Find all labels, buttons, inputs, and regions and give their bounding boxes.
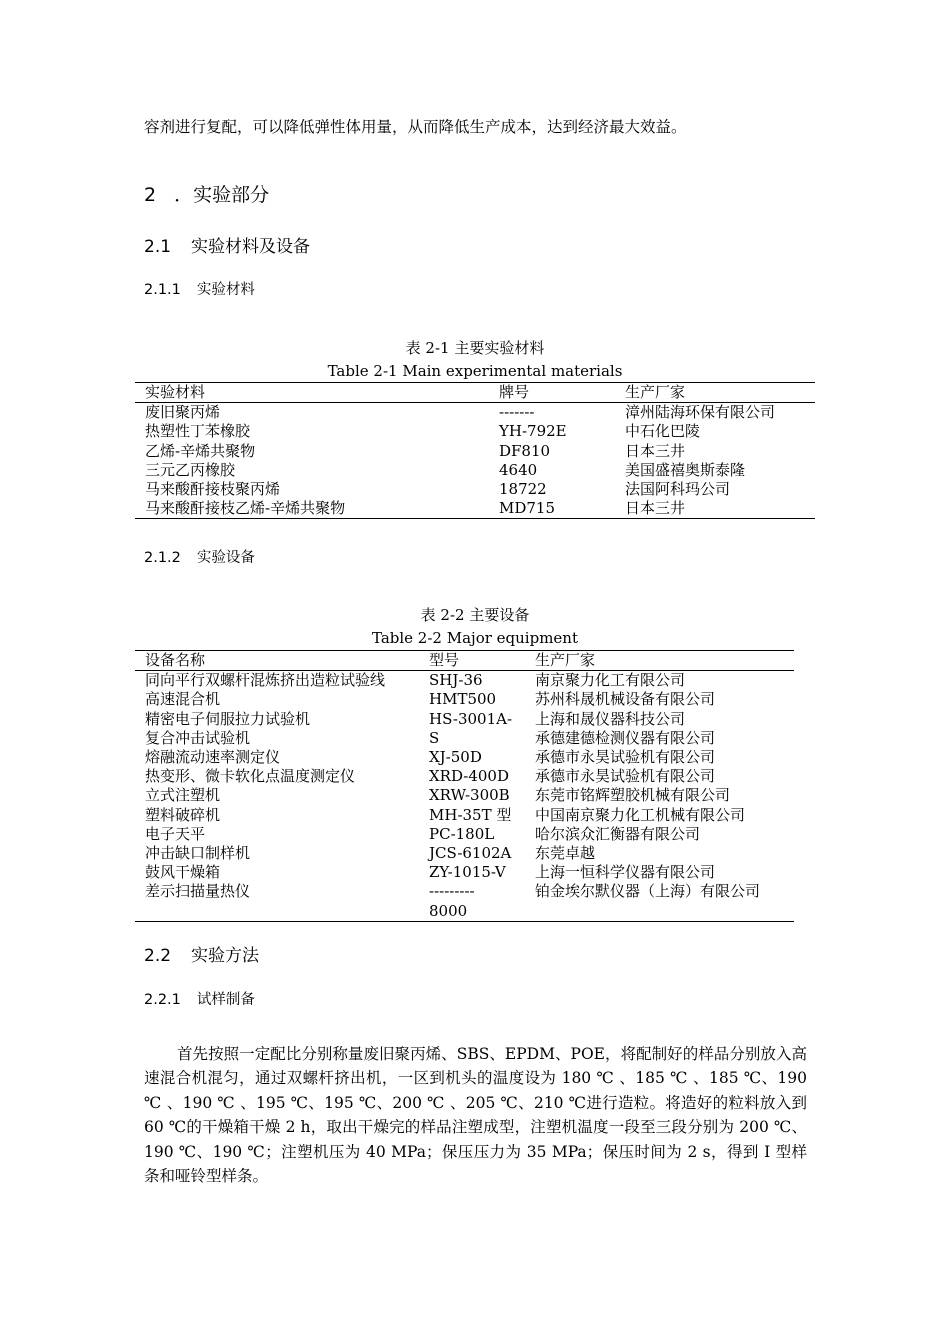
material-cell: 乙烯-辛烯共聚物 [145,441,256,460]
model-cell: XRW-300B [429,786,510,805]
section-2-1-2-heading [144,546,255,567]
model-cell: XJ-50D [429,748,482,767]
header-cell: 实验材料 [135,383,489,403]
table-row [135,825,794,844]
manufacturer-cell: 东莞市铭辉塑胶机械有限公司 [535,786,731,805]
equipment-cell: 高速混合机 [145,690,221,709]
manufacturer-cell: 上海一恒科学仪器有限公司 [535,863,716,882]
model-cell: HMT500 [429,690,497,709]
manufacturer-cell: 中国南京聚力化工机械有限公司 [535,805,746,824]
header-cell: 牌号 [489,383,615,403]
manufacturer-cell: 日本三井 [615,499,815,519]
model-cell: 8000 [419,902,525,922]
manufacturer-cell: 承德市永昊试验机有限公司 [535,767,716,786]
equipment-cell [135,902,419,922]
table-row [135,882,794,901]
section-title: 实验材料 [196,282,255,298]
model-cell: PC-180L [429,824,495,843]
section-number: 2.1.1 [144,282,181,298]
table-row [135,806,794,825]
equipment-cell: 熔融流动速率测定仪 [145,748,281,767]
manufacturer-cell: 法国阿科玛公司 [625,480,731,499]
section-2-heading [144,180,269,207]
grade-cell: 4640 [499,460,538,479]
model-cell: XRD-400D [429,767,510,786]
table-2-caption-cn: 表 2-2 主要设备 [420,606,530,624]
table-header-row [135,651,794,671]
material-cell: 马来酸酐接枝聚丙烯 [145,480,281,499]
equipment-cell: 鼓风干燥箱 [145,863,221,882]
material-cell: 三元乙丙橡胶 [145,460,236,479]
intro-paragraph-line: 容剂进行复配，可以降低弹性体用量，从而降低生产成本，达到经济最大效益。 [144,118,687,136]
manufacturer-cell: 哈尔滨众汇衡器有限公司 [535,824,701,843]
model-cell: S [429,728,440,747]
table-row [135,403,815,423]
grade-cell: DF810 [499,441,551,460]
table-row [135,863,794,882]
table-row [135,767,794,786]
table-row [135,461,815,480]
equipment-cell: 塑料破碎机 [145,805,221,824]
section-number: 2.2.1 [144,992,181,1008]
section-title: 实验方法 [191,946,260,966]
section-2-1-1-heading [144,278,255,299]
equipment-cell: 热变形、微卡软化点温度测定仪 [145,767,356,786]
equipment-cell: 冲击缺口制样机 [145,844,251,863]
manufacturer-cell: 中石化巴陵 [625,422,701,441]
model-cell: --------- [429,882,475,901]
material-cell: 马来酸酐接枝乙烯-辛烯共聚物 [135,499,489,519]
manufacturer-cell: 上海和晟仪器科技公司 [535,709,686,728]
manufacturer-cell: 承德市永昊试验机有限公司 [535,748,716,767]
table-row [135,671,794,691]
equipment-cell: 复合冲击试验机 [145,728,251,747]
equipment-cell: 同向平行双螺杆混炼挤出造粒试验线 [145,671,386,690]
equipment-cell: 电子天平 [145,824,206,843]
section-2-2-1-heading [144,988,255,1009]
section-number: 2.2 [144,946,172,966]
manufacturer-cell: 日本三井 [625,441,686,460]
materials-table [135,382,815,519]
manufacturer-cell: 承德建德检测仪器有限公司 [535,728,716,747]
table-header-row [135,383,815,403]
table-row [135,902,794,922]
table-row [135,710,794,729]
material-cell: 热塑性丁苯橡胶 [145,422,251,441]
table-row [135,729,794,748]
header-cell: 生产厂家 [615,383,815,403]
table-row [135,480,815,499]
section-title: ．实验部分 [174,184,270,206]
grade-cell: MD715 [489,499,615,519]
grade-cell: YH-792E [499,422,567,441]
model-cell: HS-3001A- [429,709,513,728]
section-2-2-heading [144,941,259,966]
manufacturer-cell: 南京聚力化工有限公司 [535,671,686,690]
grade-cell: ------- [499,403,535,422]
section-number: 2.1 [144,237,172,257]
model-cell: MH-35T 型 [429,805,512,824]
section-2-1-heading [144,232,310,257]
header-cell: 设备名称 [135,651,419,671]
model-cell: ZY-1015-V [429,863,506,882]
table-1-caption-cn: 表 2-1 主要实验材料 [405,339,545,357]
equipment-cell: 精密电子伺服拉力试验机 [145,709,311,728]
material-cell: 废旧聚丙烯 [145,403,221,422]
table-row [135,499,815,519]
table-2-caption-en: Table 2-2 Major equipment [371,629,578,647]
manufacturer-cell: 苏州科晟机械设备有限公司 [535,690,716,709]
table-row [135,442,815,461]
equipment-cell: 立式注塑机 [145,786,221,805]
section-title: 实验设备 [196,550,255,566]
section-number: 2 [144,184,157,206]
section-number: 2.1.2 [144,550,181,566]
equipment-table [135,650,794,922]
manufacturer-cell: 东莞卓越 [535,844,596,863]
model-cell: SHJ-36 [429,671,483,690]
method-paragraph: 首先按照一定配比分别称量废旧聚丙烯、SBS、EPDM、POE，将配制好的样品分别放入高速混合机混匀，通过双螺杆挤出机，一区到机头的温度设为 180 ℃ 、185 ℃ 、185 ℃、190 ℃ 、190 ℃ 、195 ℃、195 ℃、200 ℃ 、205 ℃、210 ℃进行造粒。将造好的粒料放入到 60 ℃的干燥箱干燥 2 h，取出干燥完的样品注塑成型，注塑机温度一段至三段分别为 200 ℃、190 ℃、190 ℃；注塑机压为 40 MPa；保压压力为 35 MPa；保压时间为 2 s，得到 I 型样条和哑铃型样条。 [144,1045,807,1186]
header-cell: 型号 [419,651,525,671]
equipment-cell: 差示扫描量热仪 [145,882,251,901]
manufacturer-cell [525,902,794,922]
section-title: 试样制备 [196,992,255,1008]
section-title: 实验材料及设备 [191,237,311,257]
table-row [135,690,794,709]
manufacturer-cell: 铂金埃尔默仪器（上海）有限公司 [535,882,761,901]
header-cell: 生产厂家 [525,651,794,671]
manufacturer-cell: 漳州陆海环保有限公司 [625,403,776,422]
grade-cell: 18722 [499,480,547,499]
table-row [135,748,794,767]
model-cell: JCS-6102A [429,844,512,863]
table-row [135,786,794,805]
manufacturer-cell: 美国盛禧奥斯泰隆 [625,460,746,479]
table-1-caption-en: Table 2-1 Main experimental materials [327,362,623,380]
table-row [135,422,815,441]
table-row [135,844,794,863]
